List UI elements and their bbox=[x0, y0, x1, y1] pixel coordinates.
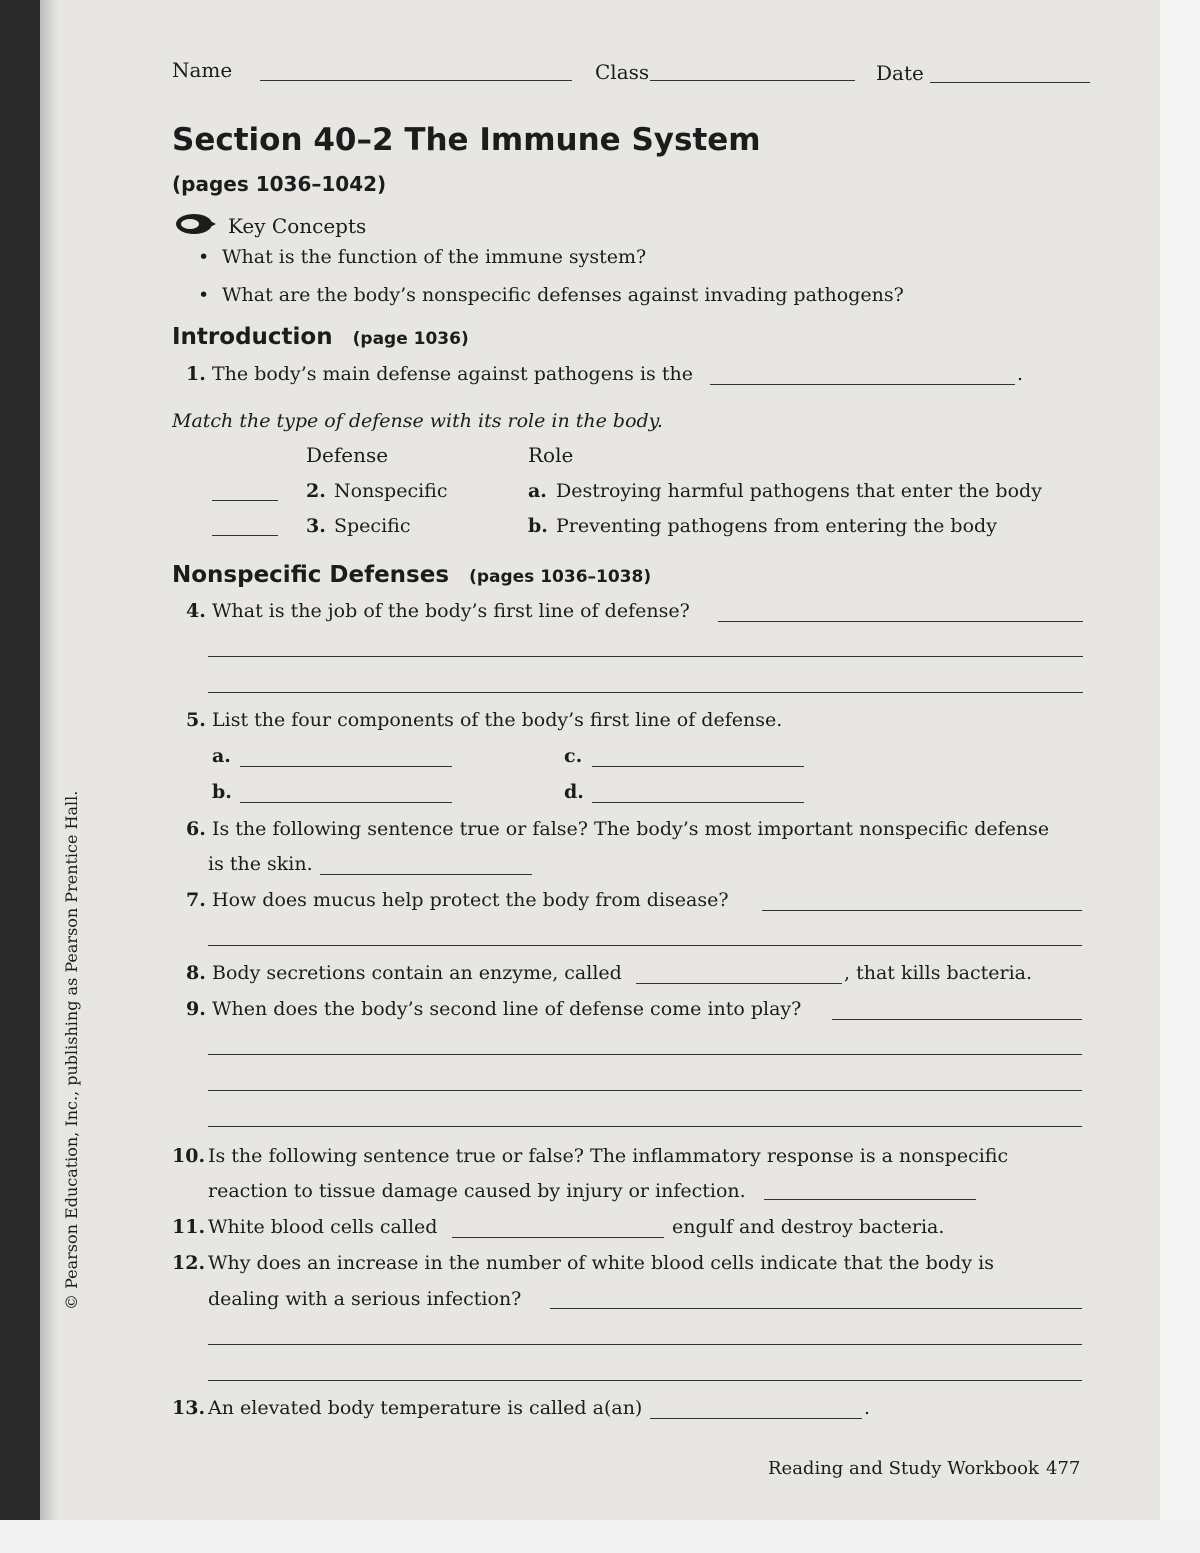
q5-c-letter: c. bbox=[564, 745, 583, 767]
footer-page-number: 477 bbox=[1046, 1458, 1081, 1479]
q3-text: Specific bbox=[334, 515, 411, 537]
key-concept-2: What are the body’s nonspecific defenses against invading pathogens? bbox=[222, 284, 904, 306]
q9-answer-line-2[interactable] bbox=[208, 1054, 1082, 1055]
q5-c-field[interactable] bbox=[592, 766, 804, 767]
role-column-header: Role bbox=[528, 443, 574, 467]
q5-b-letter: b. bbox=[212, 781, 232, 803]
q4-text: What is the job of the body’s first line of defense? bbox=[212, 600, 690, 622]
q8-text-end: , that kills bacteria. bbox=[844, 962, 1033, 984]
section-title: Section 40–2 The Immune System bbox=[172, 122, 761, 158]
q5-a-letter: a. bbox=[212, 745, 231, 767]
role-b-letter: b. bbox=[528, 515, 548, 537]
q5-b-field[interactable] bbox=[240, 802, 452, 803]
copyright-notice: © Pearson Education, Inc., publishing as Pearson Prentice Hall. bbox=[62, 790, 81, 1310]
q5-d-field[interactable] bbox=[592, 802, 804, 803]
q5-d-letter: d. bbox=[564, 781, 584, 803]
match-instruction: Match the type of defense with its role in the body. bbox=[172, 410, 663, 432]
scan-bottom-edge bbox=[0, 1520, 1200, 1553]
class-label: Class bbox=[595, 60, 650, 84]
q2-number: 2. bbox=[306, 480, 326, 502]
q4-number: 4. bbox=[186, 600, 206, 622]
gutter-shadow bbox=[40, 0, 58, 1520]
q7-answer-line-2[interactable] bbox=[208, 945, 1082, 946]
q1-text: The body’s main defense against pathogens is the bbox=[212, 363, 693, 385]
q9-text: When does the body’s second line of defense come into play? bbox=[212, 998, 802, 1020]
q8-answer-field[interactable] bbox=[636, 983, 842, 984]
key-concept-1: What is the function of the immune system? bbox=[222, 246, 647, 268]
q10-text-continued: reaction to tissue damage caused by injury or infection. bbox=[208, 1180, 746, 1202]
q4-answer-line-3[interactable] bbox=[208, 692, 1083, 693]
section-pages: (pages 1036–1042) bbox=[172, 172, 387, 196]
q10-text: Is the following sentence true or false? The inflammatory response is a nonspecific bbox=[208, 1145, 1009, 1167]
q12-answer-line-2[interactable] bbox=[208, 1344, 1082, 1345]
nonspecific-title: Nonspecific Defenses bbox=[172, 562, 450, 588]
q5-number: 5. bbox=[186, 709, 206, 731]
q6-number: 6. bbox=[186, 818, 206, 840]
footer-book-title: Reading and Study Workbook bbox=[768, 1458, 1039, 1479]
bullet-icon: • bbox=[198, 246, 210, 268]
q4-answer-line-2[interactable] bbox=[208, 656, 1083, 657]
q11-text: White blood cells called bbox=[208, 1216, 438, 1238]
key-concepts-heading: Key Concepts bbox=[228, 214, 367, 238]
q7-number: 7. bbox=[186, 889, 206, 911]
scan-right-edge bbox=[1160, 0, 1200, 1553]
q13-period: . bbox=[864, 1397, 871, 1419]
q6-text: Is the following sentence true or false? The body’s most important nonspecific defense bbox=[212, 818, 1050, 840]
q12-number: 12. bbox=[172, 1252, 206, 1274]
date-label: Date bbox=[876, 61, 924, 85]
q9-answer-line-4[interactable] bbox=[208, 1126, 1082, 1127]
q5-a-field[interactable] bbox=[240, 766, 452, 767]
name-label: Name bbox=[172, 58, 233, 82]
q1-number: 1. bbox=[186, 363, 206, 385]
nonspecific-pages: (pages 1036–1038) bbox=[469, 567, 652, 587]
q2-answer-field[interactable] bbox=[212, 500, 278, 501]
q5-text: List the four components of the body’s first line of defense. bbox=[212, 709, 783, 731]
q9-answer-line-1[interactable] bbox=[832, 1019, 1082, 1020]
q12-text: Why does an increase in the number of white blood cells indicate that the body is bbox=[208, 1252, 994, 1274]
q6-answer-field[interactable] bbox=[320, 874, 532, 875]
q9-number: 9. bbox=[186, 998, 206, 1020]
q7-text: How does mucus help protect the body from disease? bbox=[212, 889, 729, 911]
q13-number: 13. bbox=[172, 1397, 206, 1419]
q12-answer-line-3[interactable] bbox=[208, 1380, 1082, 1381]
role-b-text: Preventing pathogens from entering the body bbox=[556, 515, 997, 537]
q10-number: 10. bbox=[172, 1145, 206, 1167]
key-concepts-icon bbox=[174, 212, 218, 240]
q9-answer-line-3[interactable] bbox=[208, 1090, 1082, 1091]
q11-number: 11. bbox=[172, 1216, 206, 1238]
q3-number: 3. bbox=[306, 515, 326, 537]
nonspecific-heading bbox=[172, 562, 651, 588]
name-field[interactable] bbox=[260, 80, 572, 81]
introduction-pages: (page 1036) bbox=[352, 329, 469, 349]
class-field[interactable] bbox=[650, 80, 855, 81]
date-field[interactable] bbox=[930, 82, 1090, 83]
introduction-heading bbox=[172, 324, 469, 350]
q11-answer-field[interactable] bbox=[452, 1237, 664, 1238]
q8-number: 8. bbox=[186, 962, 206, 984]
q13-text: An elevated body temperature is called a(an) bbox=[208, 1397, 643, 1419]
bullet-icon: • bbox=[198, 284, 210, 306]
q13-answer-field[interactable] bbox=[650, 1418, 862, 1419]
q3-answer-field[interactable] bbox=[212, 535, 278, 536]
introduction-title: Introduction bbox=[172, 324, 333, 350]
role-a-text: Destroying harmful pathogens that enter the body bbox=[556, 480, 1042, 502]
defense-column-header: Defense bbox=[306, 443, 389, 467]
q1-answer-field[interactable] bbox=[710, 384, 1015, 385]
q12-answer-line-1[interactable] bbox=[550, 1308, 1082, 1309]
role-a-letter: a. bbox=[528, 480, 547, 502]
q10-answer-field[interactable] bbox=[764, 1199, 976, 1200]
q2-text: Nonspecific bbox=[334, 480, 448, 502]
q8-text: Body secretions contain an enzyme, called bbox=[212, 962, 622, 984]
q4-answer-line-1[interactable] bbox=[718, 621, 1083, 622]
q7-answer-line-1[interactable] bbox=[762, 910, 1082, 911]
q12-text-continued: dealing with a serious infection? bbox=[208, 1288, 522, 1310]
q1-period: . bbox=[1017, 363, 1024, 385]
q6-text-continued: is the skin. bbox=[208, 853, 313, 875]
q11-text-end: engulf and destroy bacteria. bbox=[672, 1216, 945, 1238]
